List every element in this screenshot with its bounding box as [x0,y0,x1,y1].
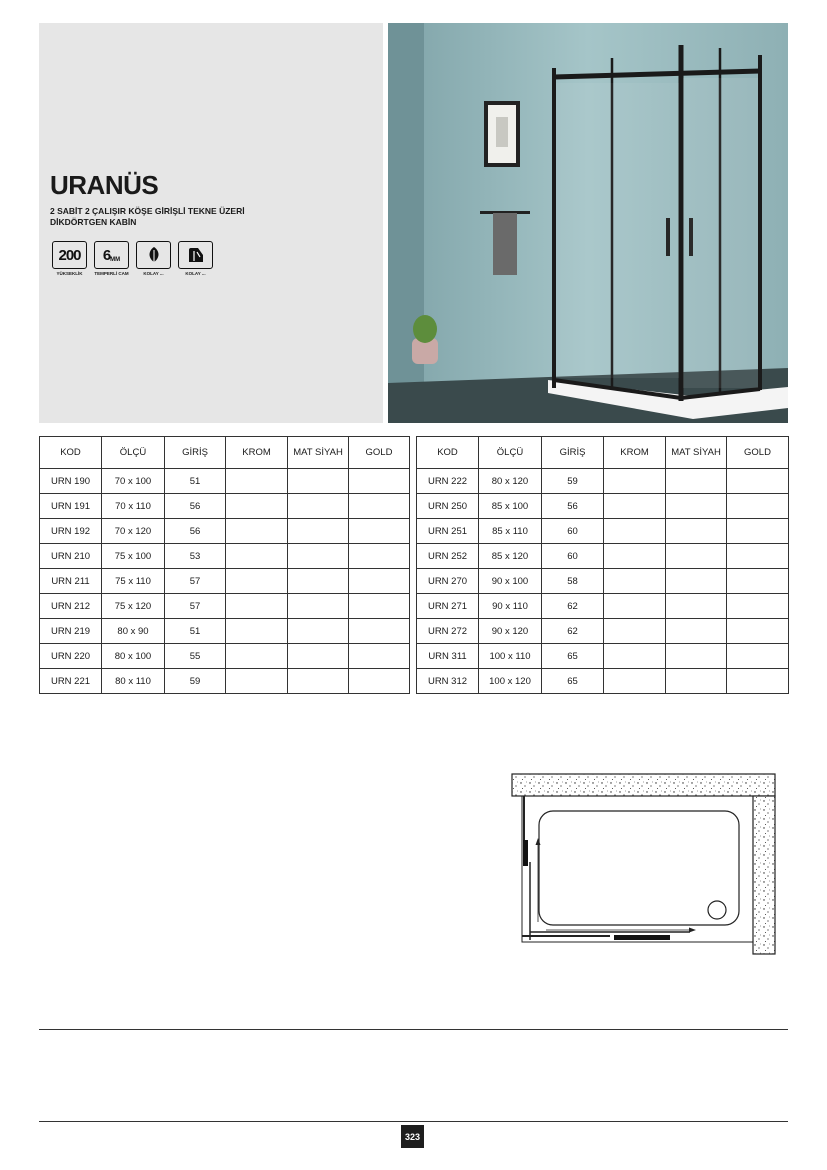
table-row [40,594,410,619]
glass-label: TEMPERLİ CAM [94,271,129,276]
cell-kod: URN 312 [417,669,479,694]
cell-krom [226,669,288,694]
cell-kod: URN 252 [417,544,479,569]
table-row [40,619,410,644]
cell-gold [727,594,789,619]
cell-giris: 51 [165,469,226,494]
cell-gold [727,569,789,594]
cell-mat-siyah [666,544,727,569]
cell-giris: 57 [165,569,226,594]
product-description: 2 SABİT 2 ÇALIŞIR KÖŞE GİRİŞLİ TEKNE ÜZERİ DİKDÖRTGEN KABİN [50,206,245,227]
page-number: 323 [401,1125,424,1148]
header-krom: KROM [226,437,288,469]
product-title: URANÜS [50,170,159,200]
leaf-easy-clean-icon [144,245,164,265]
table-header-row [417,437,789,469]
cell-kod: URN 192 [40,519,102,544]
glass-thickness-value: 6 [102,246,111,264]
cell-krom [226,494,288,519]
cell-mat-siyah [288,594,349,619]
header-kod: KOD [417,437,479,469]
cell-olcu: 75 x 110 [102,569,165,594]
height-value: 200 [58,246,81,264]
cell-mat-siyah [288,669,349,694]
cell-kod: URN 190 [40,469,102,494]
header-kod: KOD [40,437,102,469]
cell-giris: 56 [542,494,604,519]
table-row [417,519,789,544]
table-row [417,494,789,519]
cell-krom [604,544,666,569]
header-olcu: ÖLÇÜ [102,437,165,469]
cell-krom [226,544,288,569]
size-table-right [416,436,789,694]
cell-kod: URN 212 [40,594,102,619]
cell-giris: 65 [542,669,604,694]
glass-badge [93,241,130,276]
easy-clean-badge [135,241,172,276]
cell-mat-siyah [666,619,727,644]
cell-mat-siyah [288,644,349,669]
table-row [40,519,410,544]
cell-mat-siyah [288,544,349,569]
cell-gold [349,619,410,644]
floor-plan-diagram [510,772,778,956]
table-row [40,569,410,594]
cell-krom [226,569,288,594]
feature-badges [51,241,214,276]
cell-krom [604,494,666,519]
cell-gold [727,619,789,644]
table-row [417,644,789,669]
cell-olcu: 85 x 120 [479,544,542,569]
cell-kod: URN 210 [40,544,102,569]
cell-kod: URN 270 [417,569,479,594]
cell-giris: 55 [165,644,226,669]
cell-kod: URN 311 [417,644,479,669]
cell-gold [727,519,789,544]
table-header-row [40,437,410,469]
cell-giris: 60 [542,519,604,544]
cell-mat-siyah [288,619,349,644]
height-badge [51,241,88,276]
cell-giris: 53 [165,544,226,569]
table-row [40,669,410,694]
cell-olcu: 75 x 100 [102,544,165,569]
cell-giris: 60 [542,544,604,569]
table-row [40,544,410,569]
cell-gold [349,494,410,519]
cell-mat-siyah [288,569,349,594]
cell-giris: 62 [542,619,604,644]
cell-olcu: 90 x 100 [479,569,542,594]
table-row [40,644,410,669]
cell-olcu: 70 x 120 [102,519,165,544]
table-row [417,569,789,594]
cell-krom [226,644,288,669]
cell-giris: 59 [165,669,226,694]
table-row [40,469,410,494]
cell-krom [226,594,288,619]
cell-olcu: 100 x 120 [479,669,542,694]
cell-olcu: 70 x 110 [102,494,165,519]
cell-gold [727,469,789,494]
size-table-left [39,436,410,694]
cell-gold [727,544,789,569]
cell-gold [727,494,789,519]
cell-olcu: 80 x 90 [102,619,165,644]
cell-krom [604,594,666,619]
cell-gold [349,469,410,494]
cell-gold [727,644,789,669]
cell-giris: 56 [165,519,226,544]
cell-olcu: 80 x 110 [102,669,165,694]
cell-mat-siyah [666,669,727,694]
cell-krom [604,569,666,594]
cell-mat-siyah [666,569,727,594]
cell-olcu: 80 x 100 [102,644,165,669]
cell-kod: URN 251 [417,519,479,544]
cell-olcu: 70 x 100 [102,469,165,494]
cell-olcu: 90 x 110 [479,594,542,619]
cell-giris: 65 [542,644,604,669]
sliding-label: KOLAY ... [185,271,206,276]
header-mat-siyah: MAT SİYAH [288,437,349,469]
cell-kod: URN 222 [417,469,479,494]
sliding-badge [177,241,214,276]
cell-olcu: 80 x 120 [479,469,542,494]
header-giris: GİRİŞ [542,437,604,469]
cell-olcu: 75 x 120 [102,594,165,619]
cell-gold [349,669,410,694]
cell-krom [604,469,666,494]
sliding-door-icon [186,245,206,265]
cell-kod: URN 220 [40,644,102,669]
cell-giris: 51 [165,619,226,644]
cell-krom [226,469,288,494]
table-row [417,544,789,569]
cell-mat-siyah [666,644,727,669]
cell-gold [349,519,410,544]
table-row [417,594,789,619]
cell-kod: URN 211 [40,569,102,594]
cell-olcu: 85 x 100 [479,494,542,519]
cell-kod: URN 191 [40,494,102,519]
cell-gold [349,644,410,669]
divider-line [39,1029,788,1030]
cell-giris: 62 [542,594,604,619]
cell-mat-siyah [666,594,727,619]
cell-kod: URN 219 [40,619,102,644]
cell-krom [604,519,666,544]
cell-krom [604,619,666,644]
cell-giris: 58 [542,569,604,594]
easy-clean-label: KOLAY ... [143,271,164,276]
cell-krom [604,669,666,694]
cell-mat-siyah [288,519,349,544]
cell-mat-siyah [288,469,349,494]
cell-giris: 56 [165,494,226,519]
table-row [40,494,410,519]
header-krom: KROM [604,437,666,469]
cell-giris: 59 [542,469,604,494]
header-mat-siyah: MAT SİYAH [666,437,727,469]
cell-olcu: 100 x 110 [479,644,542,669]
header-gold: GOLD [349,437,410,469]
header-gold: GOLD [727,437,789,469]
height-label: YÜKSEKLİK [56,271,83,276]
header-olcu: ÖLÇÜ [479,437,542,469]
footer-line [39,1121,788,1122]
cell-mat-siyah [666,494,727,519]
cell-krom [604,644,666,669]
glass-thickness-unit: MM [110,257,121,263]
cell-kod: URN 272 [417,619,479,644]
cell-krom [226,519,288,544]
cell-giris: 57 [165,594,226,619]
header-giris: GİRİŞ [165,437,226,469]
cell-krom [226,619,288,644]
cell-gold [349,594,410,619]
cell-mat-siyah [666,469,727,494]
cell-kod: URN 250 [417,494,479,519]
cell-olcu: 85 x 110 [479,519,542,544]
cell-kod: URN 271 [417,594,479,619]
table-row [417,669,789,694]
cell-mat-siyah [666,519,727,544]
cell-gold [349,544,410,569]
shower-cabin-photo [388,23,788,423]
cell-mat-siyah [288,494,349,519]
cell-gold [349,569,410,594]
cell-olcu: 90 x 120 [479,619,542,644]
cell-kod: URN 221 [40,669,102,694]
table-row [417,469,789,494]
table-row [417,619,789,644]
cell-gold [727,669,789,694]
